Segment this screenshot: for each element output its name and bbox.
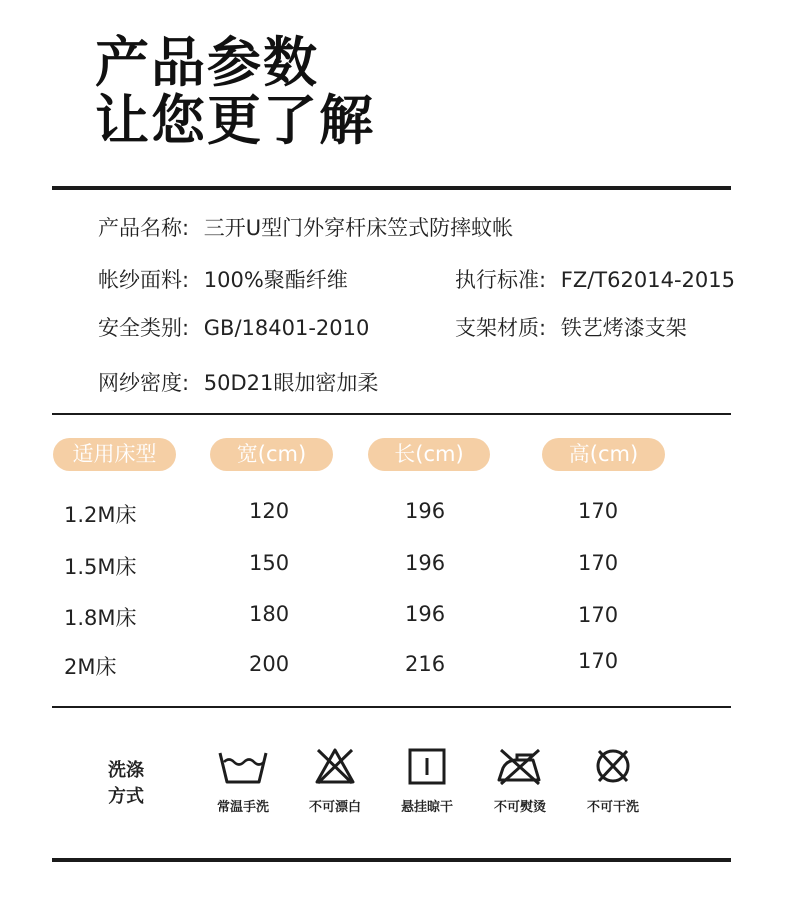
cell-length: 196 (405, 551, 446, 575)
spec-frame (455, 312, 687, 342)
no-bleach-icon (308, 746, 362, 786)
spec-standard (455, 264, 735, 294)
page-title-line-1: 产品参数 (95, 31, 319, 94)
washing-title (108, 758, 144, 810)
header-bed-type: 适用床型 (53, 438, 176, 471)
spec-value: 50D21眼加密加柔 (203, 371, 379, 395)
header-width: 宽(cm) (210, 438, 333, 471)
spec-value: FZ/T62014-2015 (560, 268, 735, 292)
care-hang-dry (392, 746, 462, 815)
cell-height: 170 (578, 551, 619, 575)
care-label: 不可干洗 (586, 800, 639, 815)
care-hand-wash (208, 746, 278, 815)
page-title-line-2: 让您更了解 (95, 89, 375, 152)
header-length: 长(cm) (368, 438, 490, 471)
care-label: 不可熨烫 (493, 800, 546, 815)
no-iron-icon (493, 746, 547, 786)
cell-bed-type: 2M床 (64, 655, 117, 679)
spec-label: 产品名称: (98, 216, 190, 240)
cell-width: 150 (249, 551, 290, 575)
spec-value: 铁艺烤漆支架 (560, 316, 687, 340)
header-height: 高(cm) (542, 438, 665, 471)
spec-label: 帐纱面料: (98, 268, 190, 292)
cell-height: 170 (578, 603, 619, 627)
spec-value: 100%聚酯纤维 (203, 268, 348, 292)
spec-label: 支架材质: (455, 316, 547, 340)
washing-title-line-1: 洗涤 (108, 760, 144, 781)
spec-label: 安全类别: (98, 316, 190, 340)
cell-width: 180 (249, 602, 290, 626)
care-no-dry-clean (578, 746, 648, 815)
hang-dry-icon (400, 746, 454, 786)
spec-density (98, 367, 378, 397)
care-no-bleach (300, 746, 370, 815)
spec-safety (98, 312, 369, 342)
spec-value: 三开U型门外穿杆床笠式防摔蚊帐 (203, 216, 514, 240)
cell-bed-type: 1.8M床 (64, 606, 137, 630)
spec-value: GB/18401-2010 (203, 316, 370, 340)
cell-length: 216 (405, 652, 446, 676)
divider-specs (52, 413, 731, 415)
cell-width: 200 (249, 652, 290, 676)
cell-height: 170 (578, 649, 619, 673)
spec-label: 网纱密度: (98, 371, 190, 395)
divider-bottom (52, 858, 731, 862)
cell-bed-type: 1.2M床 (64, 503, 137, 527)
cell-width: 120 (249, 499, 290, 523)
washing-title-line-2: 方式 (108, 786, 144, 807)
care-label: 常温手洗 (216, 800, 269, 815)
care-label: 不可漂白 (308, 800, 361, 815)
no-dry-clean-icon (586, 746, 640, 786)
hand-wash-icon (216, 746, 270, 786)
care-no-iron (485, 746, 555, 815)
spec-fabric (98, 264, 348, 294)
cell-length: 196 (405, 499, 446, 523)
divider-table (52, 706, 731, 708)
care-label: 悬挂晾干 (400, 800, 453, 815)
divider-top (52, 186, 731, 190)
spec-label: 执行标准: (455, 268, 547, 292)
cell-bed-type: 1.5M床 (64, 555, 137, 579)
cell-height: 170 (578, 499, 619, 523)
cell-length: 196 (405, 602, 446, 626)
spec-product-name (98, 212, 513, 242)
